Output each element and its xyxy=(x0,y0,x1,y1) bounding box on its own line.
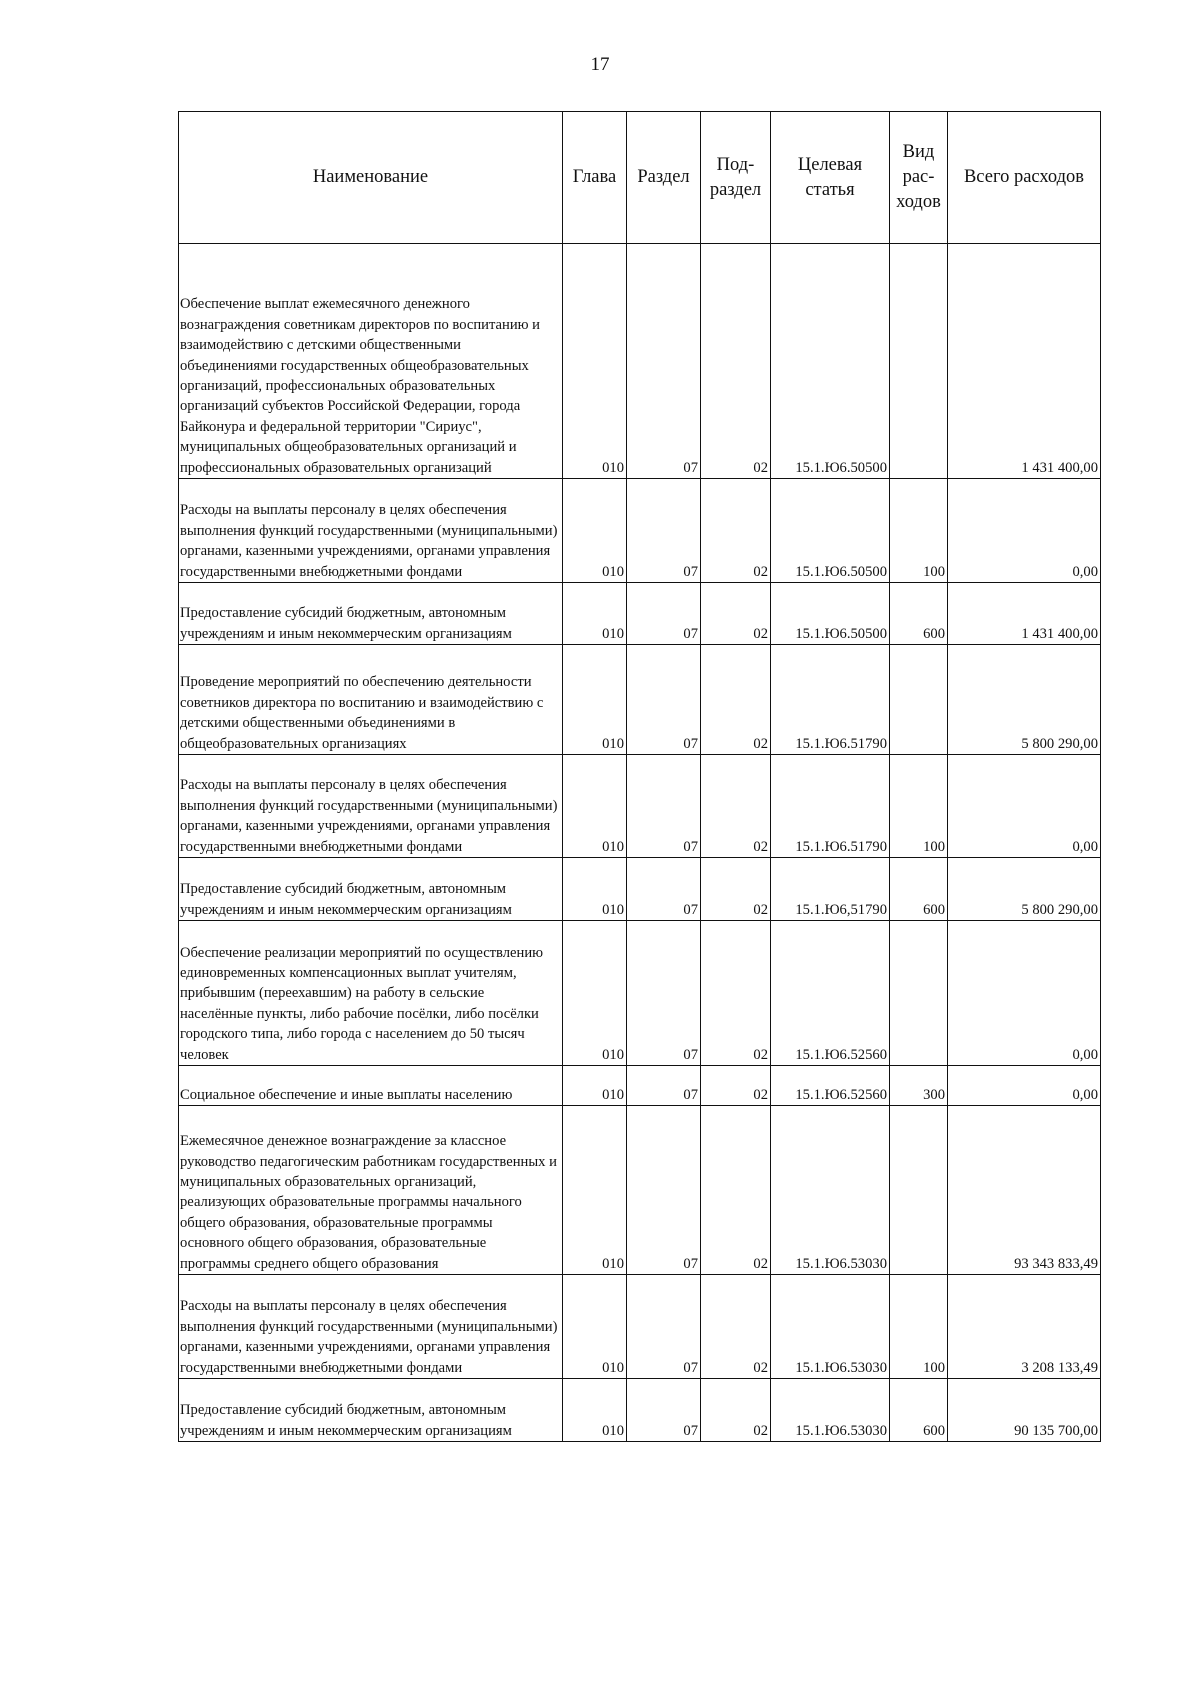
row-target-article: 15.1.Ю6.51790 xyxy=(771,755,890,858)
row-target-article: 15.1.Ю6.50500 xyxy=(771,479,890,583)
table-row xyxy=(179,583,1101,645)
row-chapter: 010 xyxy=(563,583,627,645)
row-name: Социальное обеспечение и иные выплаты населению xyxy=(179,1066,563,1106)
row-expense-kind xyxy=(890,1106,948,1275)
table-row xyxy=(179,921,1101,1066)
page-number: 17 xyxy=(590,54,610,75)
row-expense-kind: 600 xyxy=(890,583,948,645)
row-total: 0,00 xyxy=(948,921,1101,1066)
row-target-article: 15.1.Ю6.50500 xyxy=(771,583,890,645)
row-subsection: 02 xyxy=(701,1066,771,1106)
row-target-article: 15.1.Ю6.52560 xyxy=(771,921,890,1066)
row-section: 07 xyxy=(627,244,701,479)
row-total: 1 431 400,00 xyxy=(948,244,1101,479)
header-expense-kind: Вид рас- ходов xyxy=(890,112,948,244)
row-subsection: 02 xyxy=(701,244,771,479)
row-expense-kind: 600 xyxy=(890,858,948,921)
row-total: 0,00 xyxy=(948,1066,1101,1106)
row-chapter: 010 xyxy=(563,645,627,755)
table-row xyxy=(179,1066,1101,1106)
row-section: 07 xyxy=(627,755,701,858)
row-chapter: 010 xyxy=(563,755,627,858)
row-section: 07 xyxy=(627,1379,701,1442)
row-chapter: 010 xyxy=(563,921,627,1066)
row-chapter: 010 xyxy=(563,858,627,921)
row-section: 07 xyxy=(627,645,701,755)
row-chapter: 010 xyxy=(563,1379,627,1442)
row-expense-kind: 100 xyxy=(890,1275,948,1379)
row-name: Расходы на выплаты персоналу в целях обеспечения выполнения функций государственными (муниципальными) органами, казенными учреждениями, органами управления государственными внебюджетными фондами xyxy=(179,1275,563,1379)
header-subsection: Под- раздел xyxy=(701,112,771,244)
row-name: Ежемесячное денежное вознаграждение за классное руководство педагогическим работникам государственных и муниципальных образовательных организаций, реализующих образовательные программы начального общего образования, образовательные программы основного общего образования, образовательные программы среднего общего образования xyxy=(179,1106,563,1275)
row-total: 1 431 400,00 xyxy=(948,583,1101,645)
row-name: Расходы на выплаты персоналу в целях обеспечения выполнения функций государственными (муниципальными) органами, казенными учреждениями, органами управления государственными внебюджетными фондами xyxy=(179,755,563,858)
row-subsection: 02 xyxy=(701,583,771,645)
row-total: 5 800 290,00 xyxy=(948,645,1101,755)
row-expense-kind xyxy=(890,921,948,1066)
row-section: 07 xyxy=(627,1275,701,1379)
row-expense-kind xyxy=(890,645,948,755)
row-subsection: 02 xyxy=(701,479,771,583)
row-name: Расходы на выплаты персоналу в целях обеспечения выполнения функций государственными (муниципальными) органами, казенными учреждениями, органами управления государственными внебюджетными фондами xyxy=(179,479,563,583)
row-name: Предоставление субсидий бюджетным, автономным учреждениям и иным некоммерческим организациям xyxy=(179,858,563,921)
row-subsection: 02 xyxy=(701,1106,771,1275)
header-target-article: Целевая статья xyxy=(771,112,890,244)
row-name: Обеспечение выплат ежемесячного денежного вознаграждения советникам директоров по воспитанию и взаимодействию с детскими общественными объединениями государственных общеобразовательных организаций, профессиональных образовательных организаций субъектов Российской Федерации, города Байконура и федеральной территории "Сириус", муниципальных общеобразовательных организаций и профессиональных образовательных организаций xyxy=(179,244,563,479)
table-row xyxy=(179,479,1101,583)
row-total: 0,00 xyxy=(948,479,1101,583)
row-chapter: 010 xyxy=(563,244,627,479)
row-expense-kind: 100 xyxy=(890,755,948,858)
table-row xyxy=(179,244,1101,479)
row-total: 93 343 833,49 xyxy=(948,1106,1101,1275)
row-expense-kind: 100 xyxy=(890,479,948,583)
row-section: 07 xyxy=(627,583,701,645)
row-section: 07 xyxy=(627,479,701,583)
row-expense-kind: 300 xyxy=(890,1066,948,1106)
row-expense-kind xyxy=(890,244,948,479)
header-row xyxy=(179,112,1101,244)
table-header xyxy=(179,112,1101,244)
row-total: 0,00 xyxy=(948,755,1101,858)
table-row xyxy=(179,755,1101,858)
table-body xyxy=(179,244,1101,1442)
row-name: Предоставление субсидий бюджетным, автономным учреждениям и иным некоммерческим организациям xyxy=(179,1379,563,1442)
row-name: Обеспечение реализации мероприятий по осуществлению единовременных компенсационных выплат учителям, прибывшим (переехавшим) на работу в сельские населённые пункты, либо рабочие посёлки, либо посёлки городского типа, либо города с населением до 50 тысяч человек xyxy=(179,921,563,1066)
row-subsection: 02 xyxy=(701,858,771,921)
row-section: 07 xyxy=(627,1066,701,1106)
header-section: Раздел xyxy=(627,112,701,244)
budget-table xyxy=(178,111,1101,1442)
row-target-article: 15.1.Ю6.52560 xyxy=(771,1066,890,1106)
table-row xyxy=(179,858,1101,921)
row-section: 07 xyxy=(627,921,701,1066)
header-total: Всего расходов xyxy=(948,112,1101,244)
row-section: 07 xyxy=(627,1106,701,1275)
row-target-article: 15.1.Ю6.53030 xyxy=(771,1379,890,1442)
header-name: Наименование xyxy=(179,112,563,244)
row-total: 90 135 700,00 xyxy=(948,1379,1101,1442)
table-row xyxy=(179,1106,1101,1275)
row-chapter: 010 xyxy=(563,1275,627,1379)
row-expense-kind: 600 xyxy=(890,1379,948,1442)
row-target-article: 15.1.Ю6.51790 xyxy=(771,645,890,755)
row-chapter: 010 xyxy=(563,1106,627,1275)
row-subsection: 02 xyxy=(701,645,771,755)
row-chapter: 010 xyxy=(563,479,627,583)
row-section: 07 xyxy=(627,858,701,921)
row-name: Предоставление субсидий бюджетным, автономным учреждениям и иным некоммерческим организациям xyxy=(179,583,563,645)
table-row xyxy=(179,1275,1101,1379)
row-target-article: 15.1.Ю6.53030 xyxy=(771,1275,890,1379)
row-target-article: 15.1.Ю6.50500 xyxy=(771,244,890,479)
row-name: Проведение мероприятий по обеспечению деятельности советников директора по воспитанию и взаимодействию с детскими общественными объединениями в общеобразовательных организациях xyxy=(179,645,563,755)
table-row xyxy=(179,645,1101,755)
row-chapter: 010 xyxy=(563,1066,627,1106)
row-target-article: 15.1.Ю6.53030 xyxy=(771,1106,890,1275)
row-total: 5 800 290,00 xyxy=(948,858,1101,921)
row-subsection: 02 xyxy=(701,755,771,858)
row-subsection: 02 xyxy=(701,1275,771,1379)
header-chapter: Глава xyxy=(563,112,627,244)
row-total: 3 208 133,49 xyxy=(948,1275,1101,1379)
row-subsection: 02 xyxy=(701,921,771,1066)
row-subsection: 02 xyxy=(701,1379,771,1442)
row-target-article: 15.1.Ю6,51790 xyxy=(771,858,890,921)
table-row xyxy=(179,1379,1101,1442)
